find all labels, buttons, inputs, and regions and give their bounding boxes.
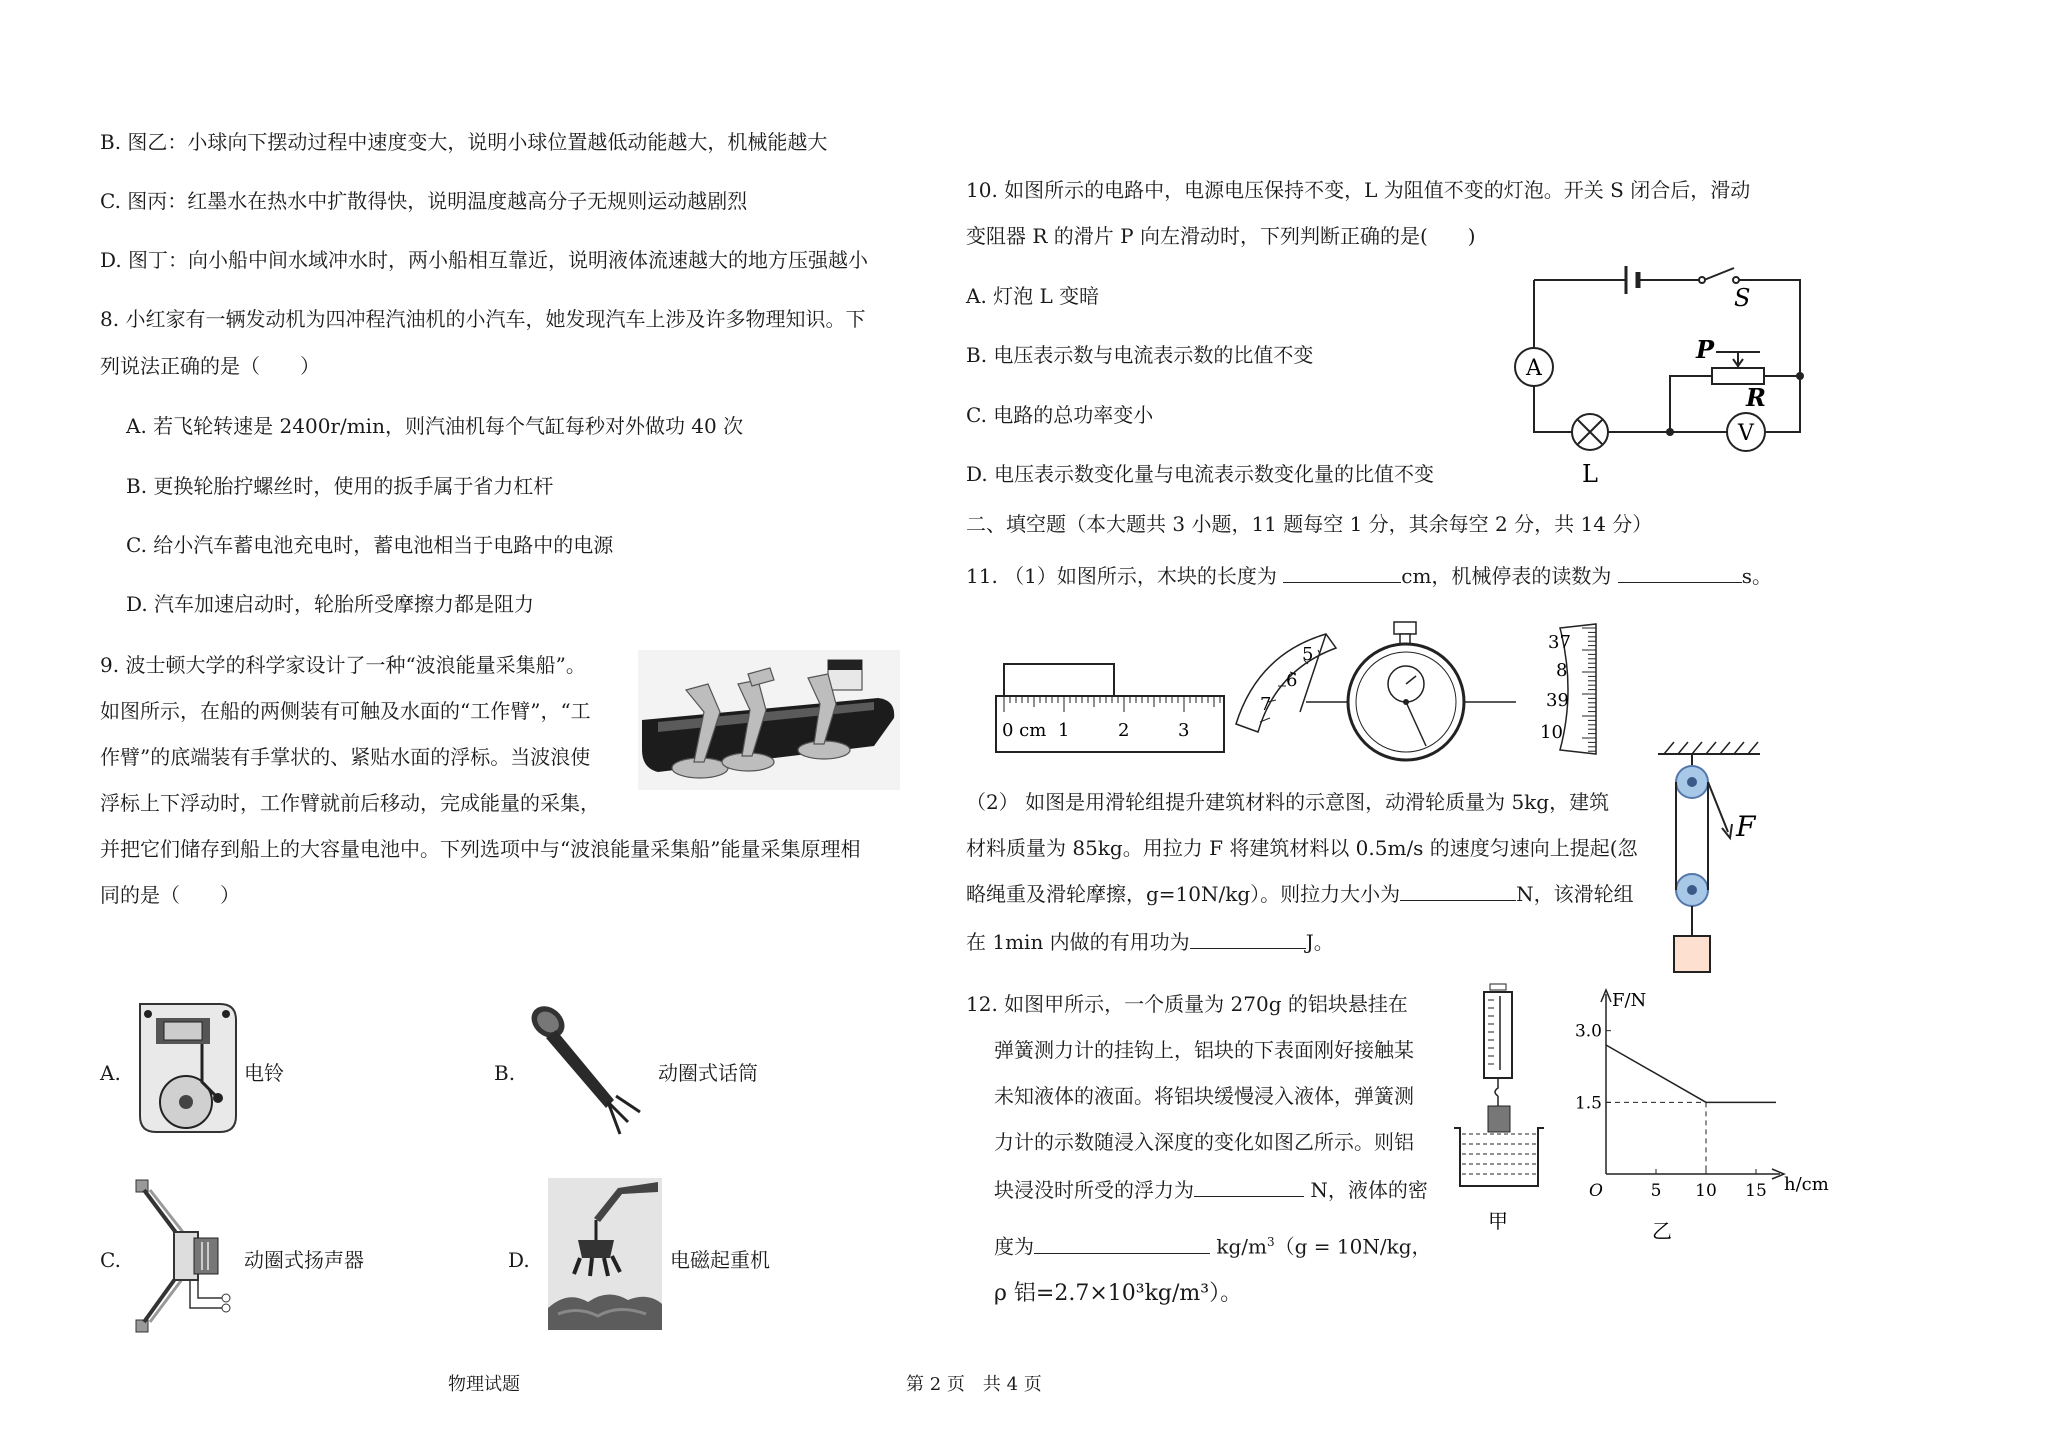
force-depth-chart: [1574, 982, 1836, 1248]
q12-line6-text-c: （g = 10N/kg，: [1274, 1234, 1432, 1259]
ruler-label-3: 3: [1178, 720, 1190, 741]
q11-part2-line1: （2） 如图是用滑轮组提升建筑材料的示意图，动滑轮质量为 5kg，建筑: [966, 790, 1610, 814]
q11-part1: [966, 562, 1772, 590]
q7-option-b: B. 图乙：小球向下摆动过程中速度变大，说明小球位置越低动能越大，机械能越大: [100, 130, 828, 154]
q10-stem-line1: 10. 如图所示的电路中，电源电压保持不变，L 为阻值不变的灯泡。开关 S 闭合后，滑动: [966, 178, 1751, 202]
chart-x-tick-label: O: [1589, 1181, 1603, 1201]
fig-yi-label: 乙: [1652, 1219, 1672, 1243]
loudspeaker-figure: [130, 1176, 242, 1336]
q7-option-d: D. 图丁：向小船中间水域冲水时，两小船相互靠近，说明液体流速越大的地方压强越小: [100, 248, 869, 272]
ruler-figure: [994, 656, 1230, 756]
slider-label: P: [1696, 335, 1715, 364]
ruler-label-1: 1: [1058, 720, 1070, 741]
q11-part2-line3: [966, 880, 1634, 908]
q11-part1-text-b: cm，机械停表的读数为: [1401, 564, 1618, 588]
q12-line6: [994, 1228, 1432, 1261]
switch-label: S: [1734, 284, 1751, 312]
rheostat-label: R: [1746, 383, 1766, 412]
q9-line4: 浮标上下浮动时，工作臂就前后移动，完成能量的采集，: [100, 791, 600, 815]
chart-x-tick-label: 10: [1695, 1181, 1717, 1201]
circuit-diagram: [1490, 256, 1810, 496]
q12-blank-density[interactable]: [1034, 1233, 1210, 1254]
pulley-force-label: F: [1736, 810, 1756, 843]
q9-option-a-letter: A.: [100, 1061, 121, 1085]
q11-blank-length[interactable]: [1283, 562, 1401, 583]
q12-line7: ρ 铝=2.7×10³kg/m³）。: [994, 1281, 1243, 1306]
chart-xlabel: h/cm: [1784, 1174, 1829, 1195]
q9-option-c-letter: C.: [100, 1248, 121, 1272]
q10-stem-line2: 变阻器 R 的滑片 P 向左滑动时，下列判断正确的是( ): [966, 224, 1476, 248]
q11-blank-time[interactable]: [1618, 562, 1742, 583]
ammeter-label: A: [1526, 356, 1542, 381]
chart-y-tick-label: 1.5: [1574, 1093, 1602, 1114]
q10-option-c: C. 电路的总功率变小: [966, 403, 1154, 427]
fig-jia-label: 甲: [1488, 1209, 1508, 1233]
q12-line5-text-b: N，液体的密: [1304, 1178, 1428, 1202]
footer-subject: 物理试题: [448, 1374, 520, 1395]
q12-line5-text: 块浸没时所受的浮力为: [994, 1178, 1194, 1202]
big-dial-10: 10: [1540, 722, 1563, 743]
q10-option-a: A. 灯泡 L 变暗: [966, 284, 1100, 308]
chart-x-tick-label: 5: [1650, 1181, 1662, 1201]
chart-y-tick-label: 3.0: [1574, 1021, 1602, 1042]
q11-part2-line3-text: 略绳重及滑轮摩擦，g=10N/kg）。则拉力大小为: [966, 882, 1401, 906]
big-dial-39: 39: [1546, 690, 1569, 711]
q12-line5: [994, 1176, 1428, 1204]
q11-part2-line3-text-b: N，该滑轮组: [1516, 882, 1634, 906]
q11-blank-work[interactable]: [1190, 928, 1306, 949]
stopwatch-figure: [1230, 614, 1600, 764]
q12-line6-text: 度为: [994, 1234, 1034, 1259]
footer-page-number: 第 2 页 共 4 页: [906, 1374, 1042, 1395]
q12-line4: 力计的示数随浸入深度的变化如图乙所示。则铝: [994, 1130, 1414, 1154]
q10-option-b: B. 电压表示数与电流表示数的比值不变: [966, 343, 1314, 367]
q8-option-b: B. 更换轮胎拧螺丝时，使用的扳手属于省力杠杆: [126, 474, 554, 498]
q9-line3: 作臂”的底端装有手掌状的、紧贴水面的浮标。当波浪使: [100, 745, 591, 769]
q8-option-a: A. 若飞轮转速是 2400r/min，则汽油机每个气缸每秒对外做功 40 次: [126, 414, 744, 438]
q7-option-c: C. 图丙：红墨水在热水中扩散得快，说明温度越高分子无规则运动越剧烈: [100, 189, 748, 213]
electromagnetic-crane-figure: [548, 1178, 662, 1330]
q9-option-a-label: 电铃: [244, 1061, 284, 1085]
big-dial-8: 8: [1556, 660, 1568, 681]
wave-energy-ship-figure: [638, 650, 900, 790]
q11-blank-force[interactable]: [1400, 880, 1516, 901]
q12-line2: 弹簧测力计的挂钩上，铝块的下表面刚好接触某: [994, 1038, 1414, 1062]
pulley-system-figure: [1656, 740, 1786, 976]
q9-line2: 如图所示，在船的两侧装有可触及水面的“工作臂”，“工: [100, 699, 591, 723]
spring-balance-figure: [1450, 984, 1570, 1234]
lamp-label: L: [1582, 460, 1598, 488]
microphone-figure: [524, 1000, 654, 1138]
q9-option-b-letter: B.: [494, 1061, 516, 1085]
small-dial-6: 6: [1286, 670, 1298, 691]
q9-line1: 9. 波士顿大学的科学家设计了一种“波浪能量采集船”。: [100, 653, 586, 677]
q9-option-c-label: 动圈式扬声器: [244, 1248, 364, 1272]
q9-option-d-letter: D.: [508, 1248, 530, 1272]
chart-guide-lines: [1606, 1102, 1706, 1174]
q12-blank-buoyancy[interactable]: [1194, 1176, 1304, 1197]
q9-option-b-label: 动圈式话筒: [658, 1061, 758, 1085]
big-dial-37: 37: [1548, 632, 1571, 653]
section-2-heading: 二、填空题（本大题共 3 小题，11 题每空 1 分，其余每空 2 分，共 14 分）: [966, 512, 1653, 536]
q12-line1: 12. 如图甲所示，一个质量为 270g 的铝块悬挂在: [966, 992, 1408, 1016]
q11-part2-line4-text-b: J。: [1305, 930, 1334, 954]
electric-bell-figure: [134, 998, 242, 1138]
voltmeter-label: V: [1738, 421, 1754, 446]
q8-stem-line2: 列说法正确的是（ ）: [100, 354, 320, 378]
q11-part2-line4-text: 在 1min 内做的有用功为: [966, 930, 1190, 954]
q9-line6: 同的是（ ）: [100, 883, 240, 907]
q8-stem-line1: 8. 小红家有一辆发动机为四冲程汽油机的小汽车，她发现汽车上涉及许多物理知识。下: [100, 307, 866, 331]
q9-option-d-label: 电磁起重机: [670, 1248, 770, 1272]
small-dial-5: 5: [1302, 644, 1314, 665]
chart-series-line: [1606, 1045, 1776, 1102]
q9-line5: 并把它们储存到船上的大容量电池中。下列选项中与“波浪能量采集船”能量采集原理相: [100, 837, 861, 861]
q11-part2-line4: [966, 928, 1334, 956]
q11-part1-text-c: s。: [1741, 564, 1773, 588]
q8-option-c: C. 给小汽车蓄电池充电时，蓄电池相当于电路中的电源: [126, 533, 614, 557]
q10-option-d: D. 电压表示数变化量与电流表示数变化量的比值不变: [966, 462, 1435, 486]
q12-line6-sup: 3: [1266, 1235, 1275, 1249]
q12-line6-unit: kg/m: [1210, 1234, 1267, 1259]
q11-part2-line2: 材料质量为 85kg。用拉力 F 将建筑材料以 0.5m/s 的速度匀速向上提起(忽: [966, 836, 1638, 860]
chart-ylabel: F/N: [1612, 990, 1647, 1011]
ruler-label-2: 2: [1118, 720, 1130, 741]
small-dial-7: 7: [1260, 694, 1272, 715]
ruler-label-0: 0 cm: [1002, 720, 1047, 741]
q12-line3: 未知液体的液面。将铝块缓慢浸入液体，弹簧测: [994, 1084, 1414, 1108]
q11-part1-text-a: 11. （1）如图所示，木块的长度为: [966, 564, 1284, 588]
q8-option-d: D. 汽车加速启动时，轮胎所受摩擦力都是阻力: [126, 592, 535, 616]
chart-x-tick-label: 15: [1745, 1181, 1767, 1201]
